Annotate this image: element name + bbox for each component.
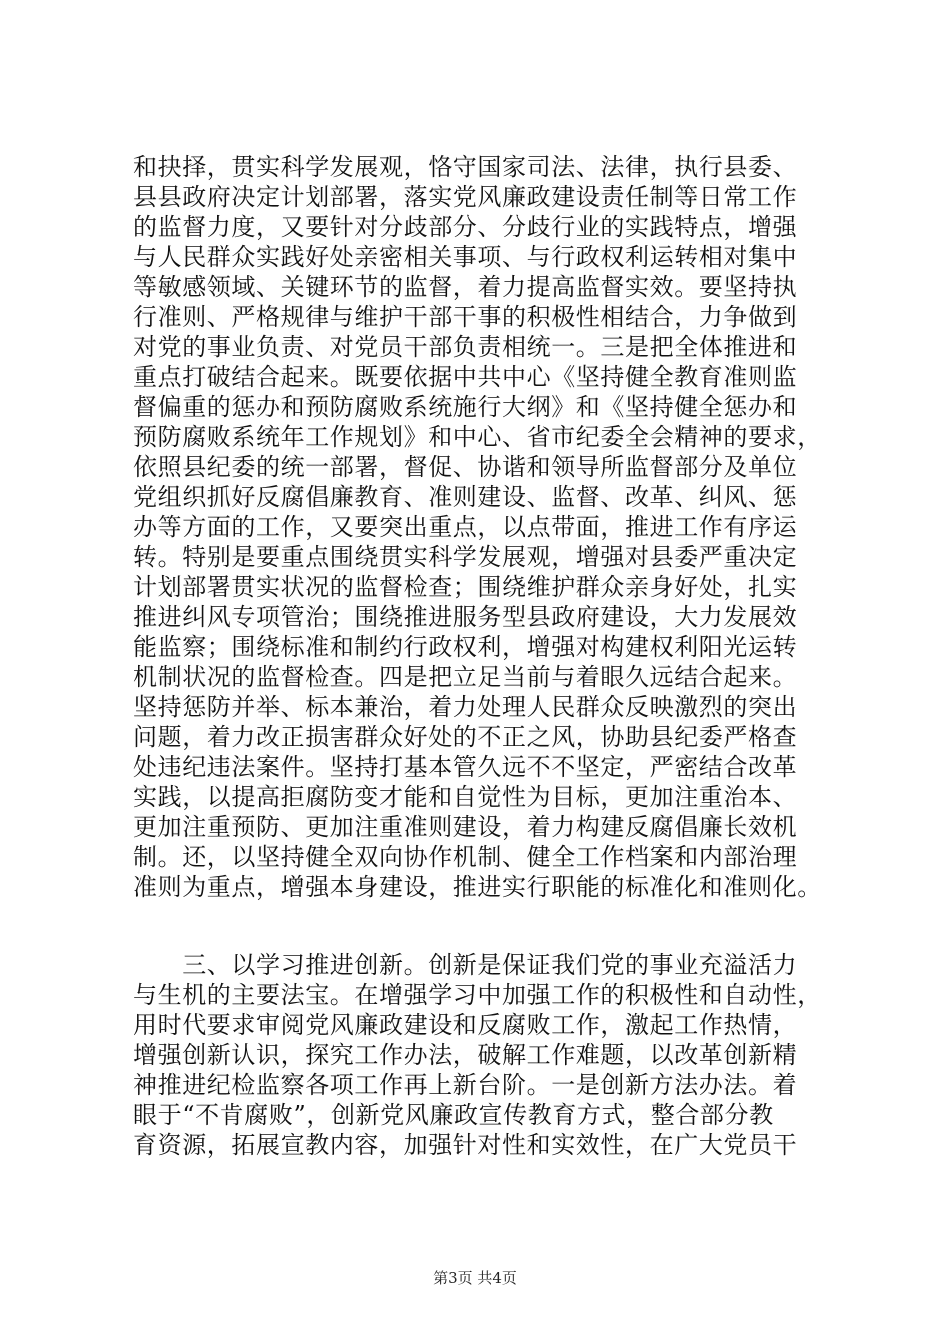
document-body bbox=[133, 152, 853, 1160]
page-number: 第3页 共4页 bbox=[433, 1269, 517, 1287]
text-line: 推进纠风专项管治；围绕推进服务型县政府建设，大力发展效 bbox=[133, 603, 798, 631]
text-line: 问题，着力改正损害群众好处的不正之风，协助县纪委严格查 bbox=[133, 723, 798, 751]
page-footer bbox=[0, 1268, 950, 1288]
text-line: 坚持惩防并举、标本兼治，着力处理人民群众反映激烈的突出 bbox=[133, 693, 798, 721]
text-line: 和抉择，贯实科学发展观，恪守国家司法、法律，执行县委、 bbox=[133, 153, 798, 181]
text-line: 重点打破结合起来。既要依据中共中心《坚持健全教育准则监 bbox=[133, 363, 798, 391]
text-line: 预防腐败系统年工作规划》和中心、省市纪委全会精神的要求， bbox=[133, 423, 822, 451]
text-line: 等敏感领域、关键环节的监督，着力提高监督实效。要坚持执 bbox=[133, 273, 798, 301]
text-line: 用时代要求审阅党风廉政建设和反腐败工作，激起工作热情， bbox=[133, 1011, 798, 1039]
text-line: 行准则、严格规律与维护干部干事的积极性相结合，力争做到 bbox=[133, 303, 798, 331]
text-line: 眼于“不肯腐败”，创新党风廉政宣传教育方式，整合部分教 bbox=[133, 1101, 774, 1129]
text-line: 与人民群众实践好处亲密相关事项、与行政权利运转相对集中 bbox=[133, 243, 798, 271]
text-line: 机制状况的监督检查。四是把立足当前与着眼久远结合起来。 bbox=[133, 663, 798, 691]
text-line: 更加注重预防、更加注重准则建设，着力构建反腐倡廉长效机 bbox=[133, 813, 798, 841]
text-line: 督偏重的惩办和预防腐败系统施行大纲》和《坚持健全惩办和 bbox=[133, 393, 798, 421]
text-line: 计划部署贯实状况的监督检查；围绕维护群众亲身好处，扎实 bbox=[133, 573, 798, 601]
text-line: 县县政府决定计划部署，落实党风廉政建设责任制等日常工作 bbox=[133, 183, 798, 211]
text-line: 育资源，拓展宣教内容，加强针对性和实效性，在广大党员干 bbox=[133, 1131, 798, 1159]
text-line: 制。还，以坚持健全双向协作机制、健全工作档案和内部治理 bbox=[133, 843, 798, 871]
text-line: 对党的事业负责、对党员干部负责相统一。三是把全体推进和 bbox=[133, 333, 798, 361]
text-line: 能监察；围绕标准和制约行政权利，增强对构建权利阳光运转 bbox=[133, 633, 798, 661]
text-line: 神推进纪检监察各项工作再上新台阶。一是创新方法办法。着 bbox=[133, 1071, 798, 1099]
text-line: 的监督力度，又要针对分歧部分、分歧行业的实践特点，增强 bbox=[133, 213, 798, 241]
text-line: 增强创新认识，探究工作办法，破解工作难题，以改革创新精 bbox=[133, 1041, 798, 1069]
text-line: 党组织抓好反腐倡廉教育、准则建设、监督、改革、纠风、惩 bbox=[133, 483, 798, 511]
paragraph-1 bbox=[133, 152, 853, 902]
text-line: 办等方面的工作，又要突出重点，以点带面，推进工作有序运 bbox=[133, 513, 798, 541]
text-line: 准则为重点，增强本身建设，推进实行职能的标准化和准则化。 bbox=[133, 873, 822, 901]
paragraph-spacer bbox=[133, 902, 853, 950]
text-line: 与生机的主要法宝。在增强学习中加强工作的积极性和自动性， bbox=[133, 981, 822, 1009]
text-line: 实践，以提高拒腐防变才能和自觉性为目标，更加注重治本、 bbox=[133, 783, 798, 811]
text-line: 依照县纪委的统一部署，督促、协谐和领导所监督部分及单位 bbox=[133, 453, 798, 481]
text-line: 处违纪违法案件。坚持打基本管久远不不坚定，严密结合改革 bbox=[133, 753, 798, 781]
text-line: 转。特别是要重点围绕贯实科学发展观，增强对县委严重决定 bbox=[133, 543, 798, 571]
text-line: 三、以学习推进创新。创新是保证我们党的事业充溢活力 bbox=[133, 951, 798, 979]
paragraph-2 bbox=[133, 950, 853, 1160]
